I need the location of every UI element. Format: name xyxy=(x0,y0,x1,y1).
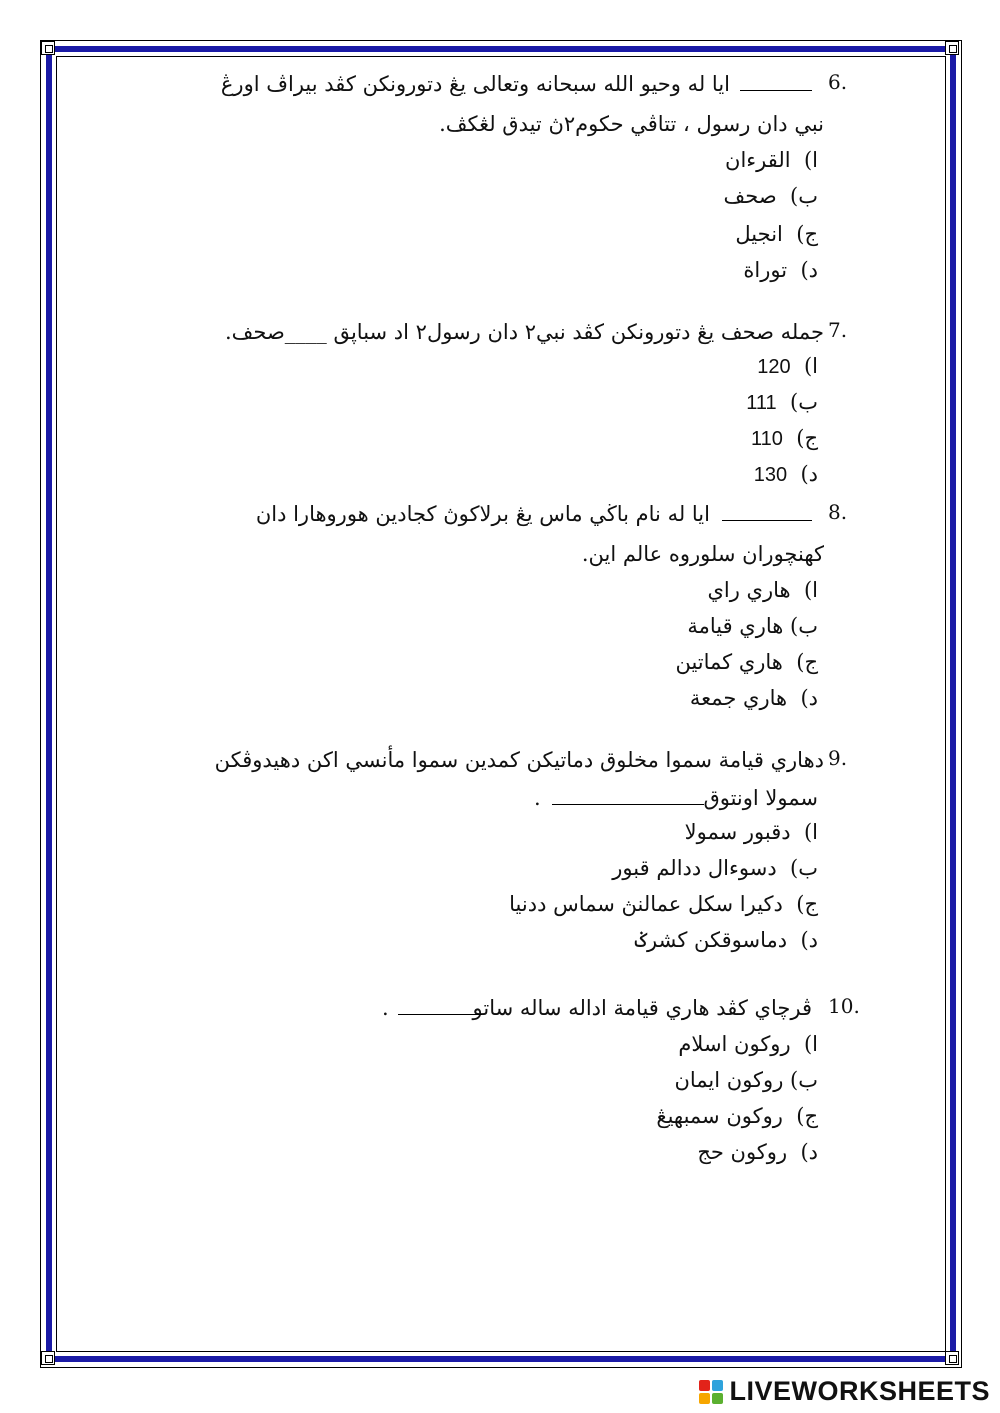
question-number: 10. xyxy=(828,994,860,1018)
option-c[interactable]: ج) 110 xyxy=(751,426,818,450)
corner-ornament xyxy=(41,41,55,55)
logo-block xyxy=(699,1380,710,1391)
logo-blocks-icon xyxy=(699,1380,723,1404)
option-d[interactable]: د) روکون حج xyxy=(697,1140,818,1164)
option-a[interactable]: ا) 120 xyxy=(757,354,818,378)
option-b[interactable]: ب) هاري قيامة xyxy=(687,614,818,638)
question-number: 8. xyxy=(828,500,848,524)
question-text: نبي دان رسول ، تتاڤي حکوم٢ڽ تيدق لڠکڤ. xyxy=(439,112,824,136)
question-period: . xyxy=(382,996,389,1020)
option-d[interactable]: د) هاري جمعة xyxy=(689,686,818,710)
logo-block xyxy=(712,1393,723,1404)
question-text: جمله صحف يڠ دتورونکن کڤد نبي٢ دان رسول٢ اد سباڽق ____صحف. xyxy=(224,320,824,344)
option-a[interactable]: ا) هاري راي xyxy=(707,578,818,602)
question-text: ايا له نام باڬي ماس يڠ برلاکوڽ کجادين هوروهارا دان xyxy=(255,502,710,526)
corner-ornament xyxy=(41,1351,55,1365)
question-text: ڤرچاي کڤد هاري قيامة اداله ساله ساتو xyxy=(472,996,812,1020)
option-c[interactable]: ج) هاري کماتين xyxy=(675,650,818,674)
option-d[interactable]: د) توراة xyxy=(743,258,818,282)
logo-block xyxy=(712,1380,723,1391)
question-text: سمولا اونتوق xyxy=(703,786,818,810)
logo-block xyxy=(699,1393,710,1404)
option-b[interactable]: ب) دسوءال ددالم قبور xyxy=(612,856,818,880)
option-b[interactable]: ب) روکون ايمان xyxy=(674,1068,818,1092)
question-text: دهاري قيامة سموا مخلوق دماتيکن کمدين سموا مأنسي اکن دهيدوڤکن xyxy=(214,748,824,772)
option-b[interactable]: ب) 111 xyxy=(746,390,818,414)
option-b[interactable]: ب) صحف xyxy=(723,184,818,208)
option-d[interactable]: د) 130 xyxy=(753,462,818,486)
answer-blank[interactable] xyxy=(398,996,482,1015)
question-period: . xyxy=(534,786,541,810)
corner-ornament xyxy=(945,1351,959,1365)
option-d[interactable]: د) دماسوقکن کشرݢ xyxy=(634,928,818,952)
question-text: کهنچوران سلوروه عالم اين. xyxy=(581,542,824,566)
corner-ornament xyxy=(945,41,959,55)
question-number: 7. xyxy=(828,318,848,342)
option-c[interactable]: ج) دکيرا سکل عمالنڽ سماس ددنيا xyxy=(509,892,818,916)
question-number: 9. xyxy=(828,746,848,770)
question-number: 6. xyxy=(828,70,848,94)
answer-blank[interactable] xyxy=(552,786,704,805)
answer-blank[interactable] xyxy=(722,502,812,521)
option-a[interactable]: ا) القرءان xyxy=(725,148,818,172)
option-a[interactable]: ا) دقبور سمولا xyxy=(684,820,818,844)
option-a[interactable]: ا) روکون اسلام xyxy=(678,1032,818,1056)
option-c[interactable]: ج) روکون سمبهيڠ xyxy=(656,1104,818,1128)
answer-blank[interactable] xyxy=(740,72,812,91)
option-c[interactable]: ج) انجيل xyxy=(735,222,818,246)
question-text: ايا له وحيو الله سبحانه وتعالى يڠ دتورونکن کڤد بيراڤ اورڠ xyxy=(220,72,730,96)
liveworksheets-logo[interactable] xyxy=(699,1376,990,1407)
logo-text: LIVEWORKSHEETS xyxy=(729,1376,990,1406)
